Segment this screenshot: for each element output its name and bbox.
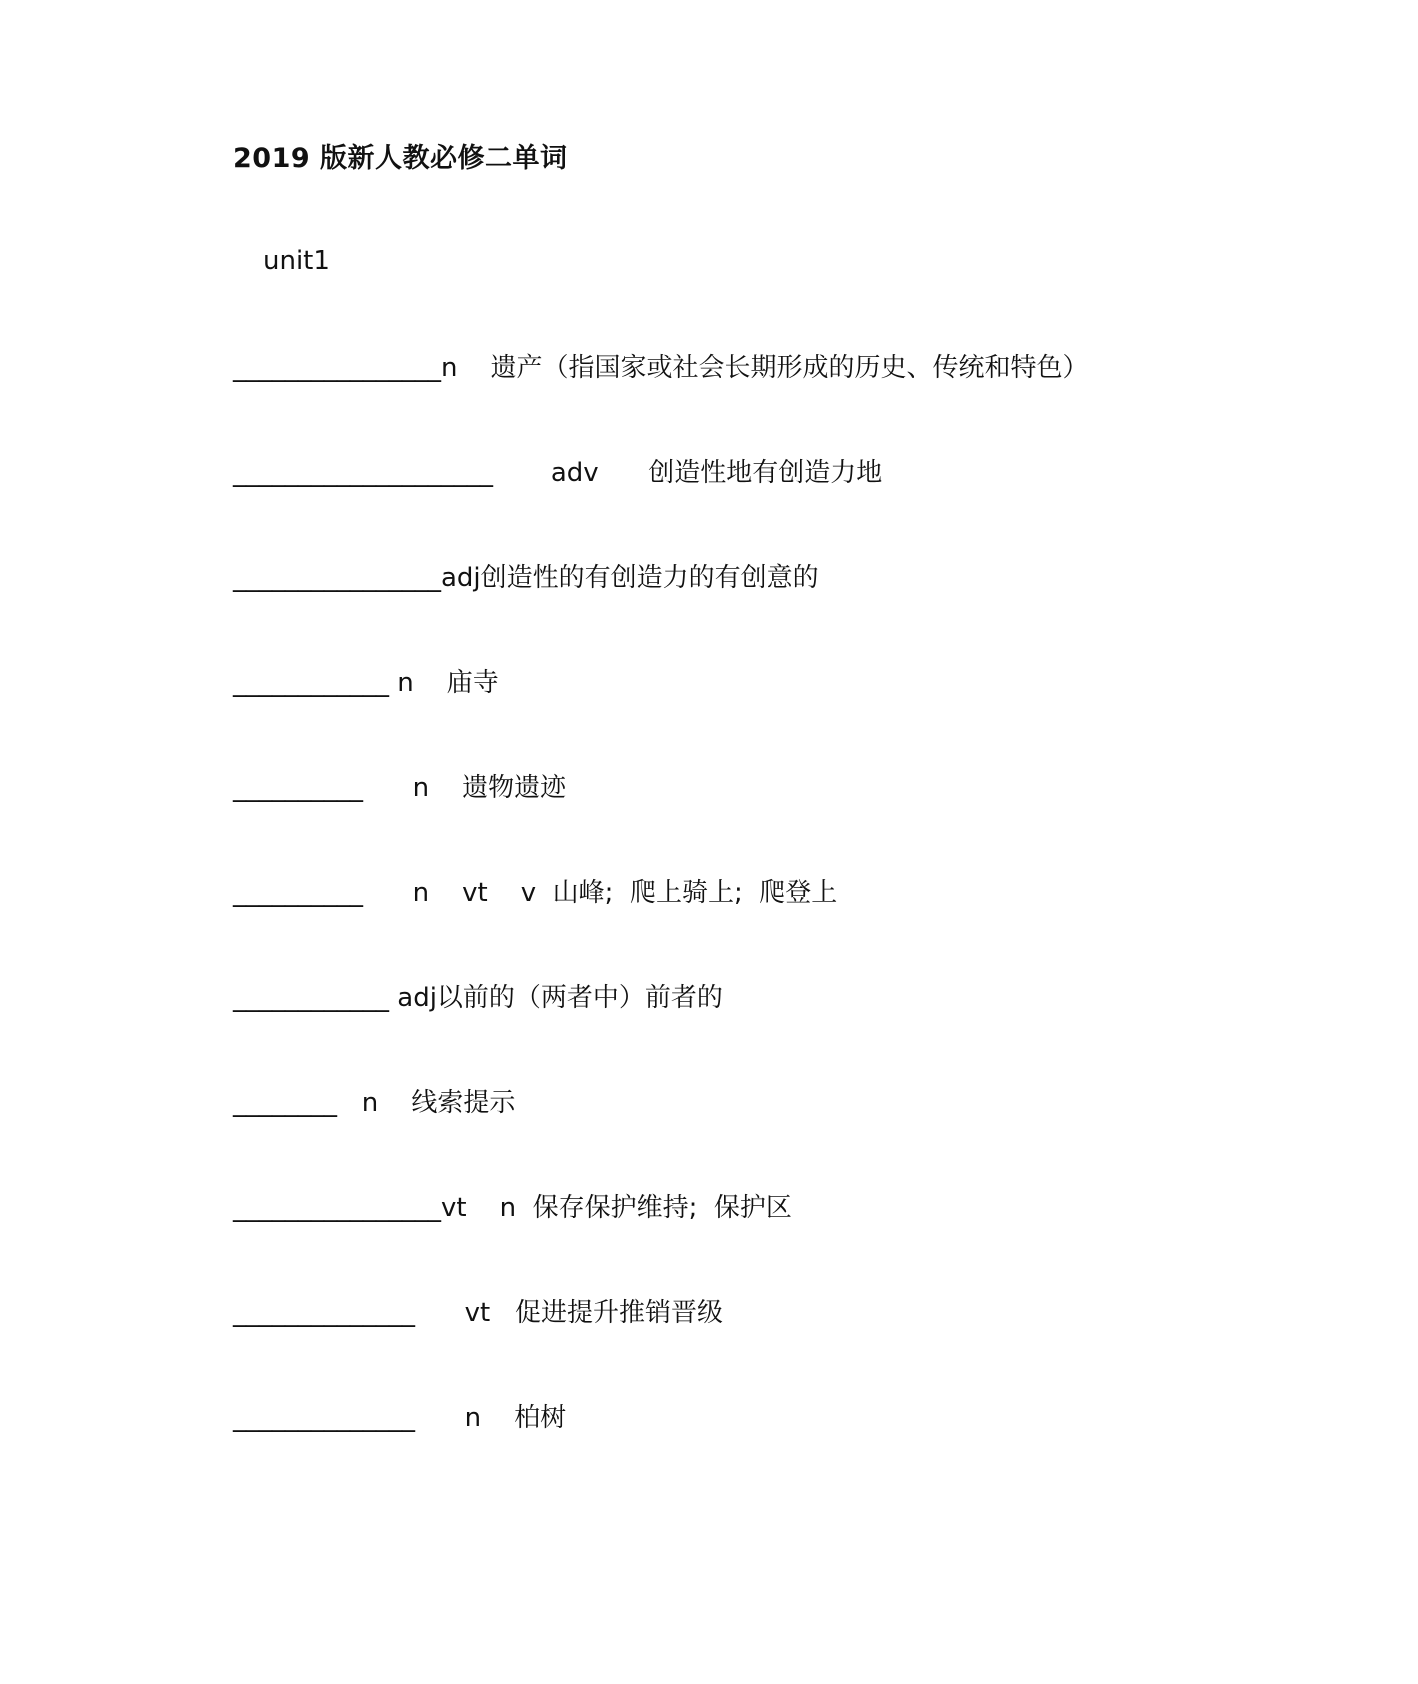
vocab-line: __________ n vt v 山峰; 爬上骑上; 爬登上 (233, 878, 838, 908)
vocab-line: ________________vt n 保存保护维持; 保护区 (233, 1193, 792, 1223)
vocab-line: ________________adj创造性的有创造力的有创意的 (233, 563, 819, 593)
vocab-line: ________________n 遗产（指国家或社会长期形成的历史、传统和特色） (233, 353, 1089, 383)
unit-heading: unit1 (263, 246, 330, 276)
vocab-line: ____________ adj以前的（两者中）前者的 (233, 983, 723, 1013)
vocab-line: ______________ vt 促进提升推销晋级 (233, 1298, 723, 1328)
document-title: 2019 版新人教必修二单词 (233, 143, 568, 174)
vocab-line: ______________ n 柏树 (233, 1403, 567, 1433)
vocab-line: ________ n 线索提示 (233, 1088, 516, 1118)
vocab-line: ____________ n 庙寺 (233, 668, 499, 698)
vocab-line: __________ n 遗物遗迹 (233, 773, 567, 803)
vocab-line: ____________________ adv 创造性地有创造力地 (233, 458, 883, 488)
